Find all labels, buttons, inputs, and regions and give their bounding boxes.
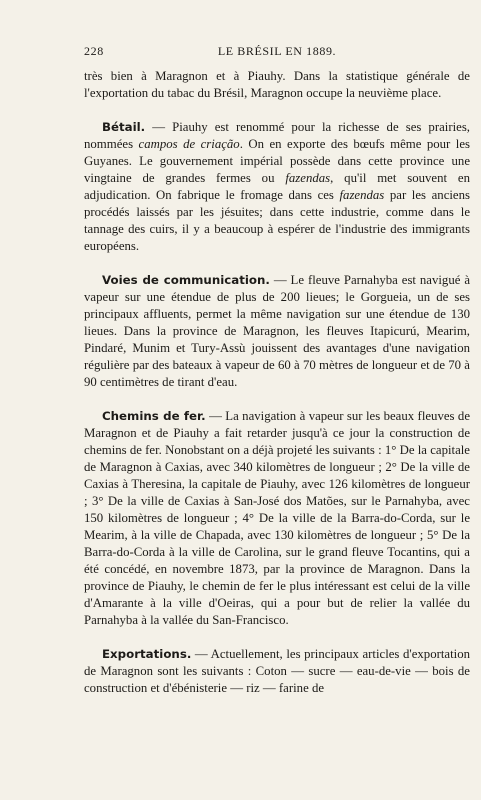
betail-text-4: par les anciens procédés laissés par les jésuites; dans cette industrie, comme dans le tannage des cuirs, il y a beaucoup à espérer de l'industrie des immigrants européens. (84, 188, 470, 253)
chemins-text: — La navigation à vapeur sur les beaux fleuves de Maragnon et de Piauhy a fait retarder jusqu'à ce jour la construction de chemins de fer. Nonobstant on a déjà projeté les suivants : 1° De la capitale de Maragnon à Caxias, avec 340 kilomètres de longueur ; 2° De la ville de Caxias à Theresina, la capitale de Piauhy, avec 126 kilomètres de longueur ; 3° De la ville de Caxias à San-José dos Matões, sur le Parnahyba, avec 150 kilomètres de longueur ; 4° De la ville de la Barra-do-Corda, sur le Mearim, à la ville de Chapada, avec 130 kilomètres de longueur ; 5° De la Barra-do-Corda à la ville de Carolina, sur le grand fleuve Tocantins, qui a été concédé, en novembre 1873, par la province de Maragnon. Dans la province de Piauhy, le chemin de fer le plus intéressant est celui de la ville d'Amarante à la ville d'Oeiras, qui a pour but de relier la vallée du Parnahyba à la vallée du San-Francisco. (84, 409, 470, 627)
betail-text-3: , qu'il met souvent en adjudication. On fabrique le fromage dans ces (84, 171, 470, 202)
exportations-paragraph (84, 646, 470, 697)
chemins-heading: Chemins de fer. (102, 409, 206, 423)
betail-text-1: — Piauhy est renommé pour la richesse de ses prairies, nommées (84, 120, 470, 151)
voies-paragraph (84, 272, 470, 391)
betail-text-2: . On en exporte des bœufs même pour les Guyanes. Le gouvernement impérial possède dans cette province une vingtaine de grandes fermes ou (84, 137, 470, 185)
page-number: 228 (84, 44, 104, 58)
voies-text: — Le fleuve Parnahyba est navigué à vapeur sur une étendue de plus de 200 lieues; le Gorgueia, un de ses principaux affluents, permet la même navigation sur une étendue de 130 lieues. Dans la province de Maragnon, les fleuves Itapicurú, Mearim, Pindaré, Munim et Tury-Assù jouissent des avantages d'une navigation régulière par des bateaux à vapeur de 60 à 70 mètres de longueur et de 70 à 90 centimètres de tirant d'eau. (84, 273, 471, 389)
chemins-paragraph (84, 408, 470, 629)
voies-heading: Voies de communication. (102, 273, 270, 287)
exportations-text: — Actuellement, les principaux articles d'exportation de Maragnon sont les suivants : Coton — sucre — eau-de-vie — bois de construction et d'ébénisterie — riz — farine de (84, 647, 470, 695)
exportations-heading: Exportations. (102, 647, 192, 661)
betail-italic-3: fazendas (339, 188, 385, 202)
betail-italic-2: fazendas (285, 171, 331, 185)
body-text (84, 68, 470, 697)
intro-paragraph: très bien à Maragnon et à Piauhy. Dans la statistique générale de l'exportation du tabac du Brésil, Maragnon occupe la neuvième place. (84, 69, 470, 100)
running-title: LE BRÉSIL EN 1889. (217, 44, 337, 58)
betail-paragraph (84, 119, 470, 255)
betail-heading: Bétail. (102, 120, 146, 134)
betail-italic-1: campos de criação (138, 137, 240, 151)
